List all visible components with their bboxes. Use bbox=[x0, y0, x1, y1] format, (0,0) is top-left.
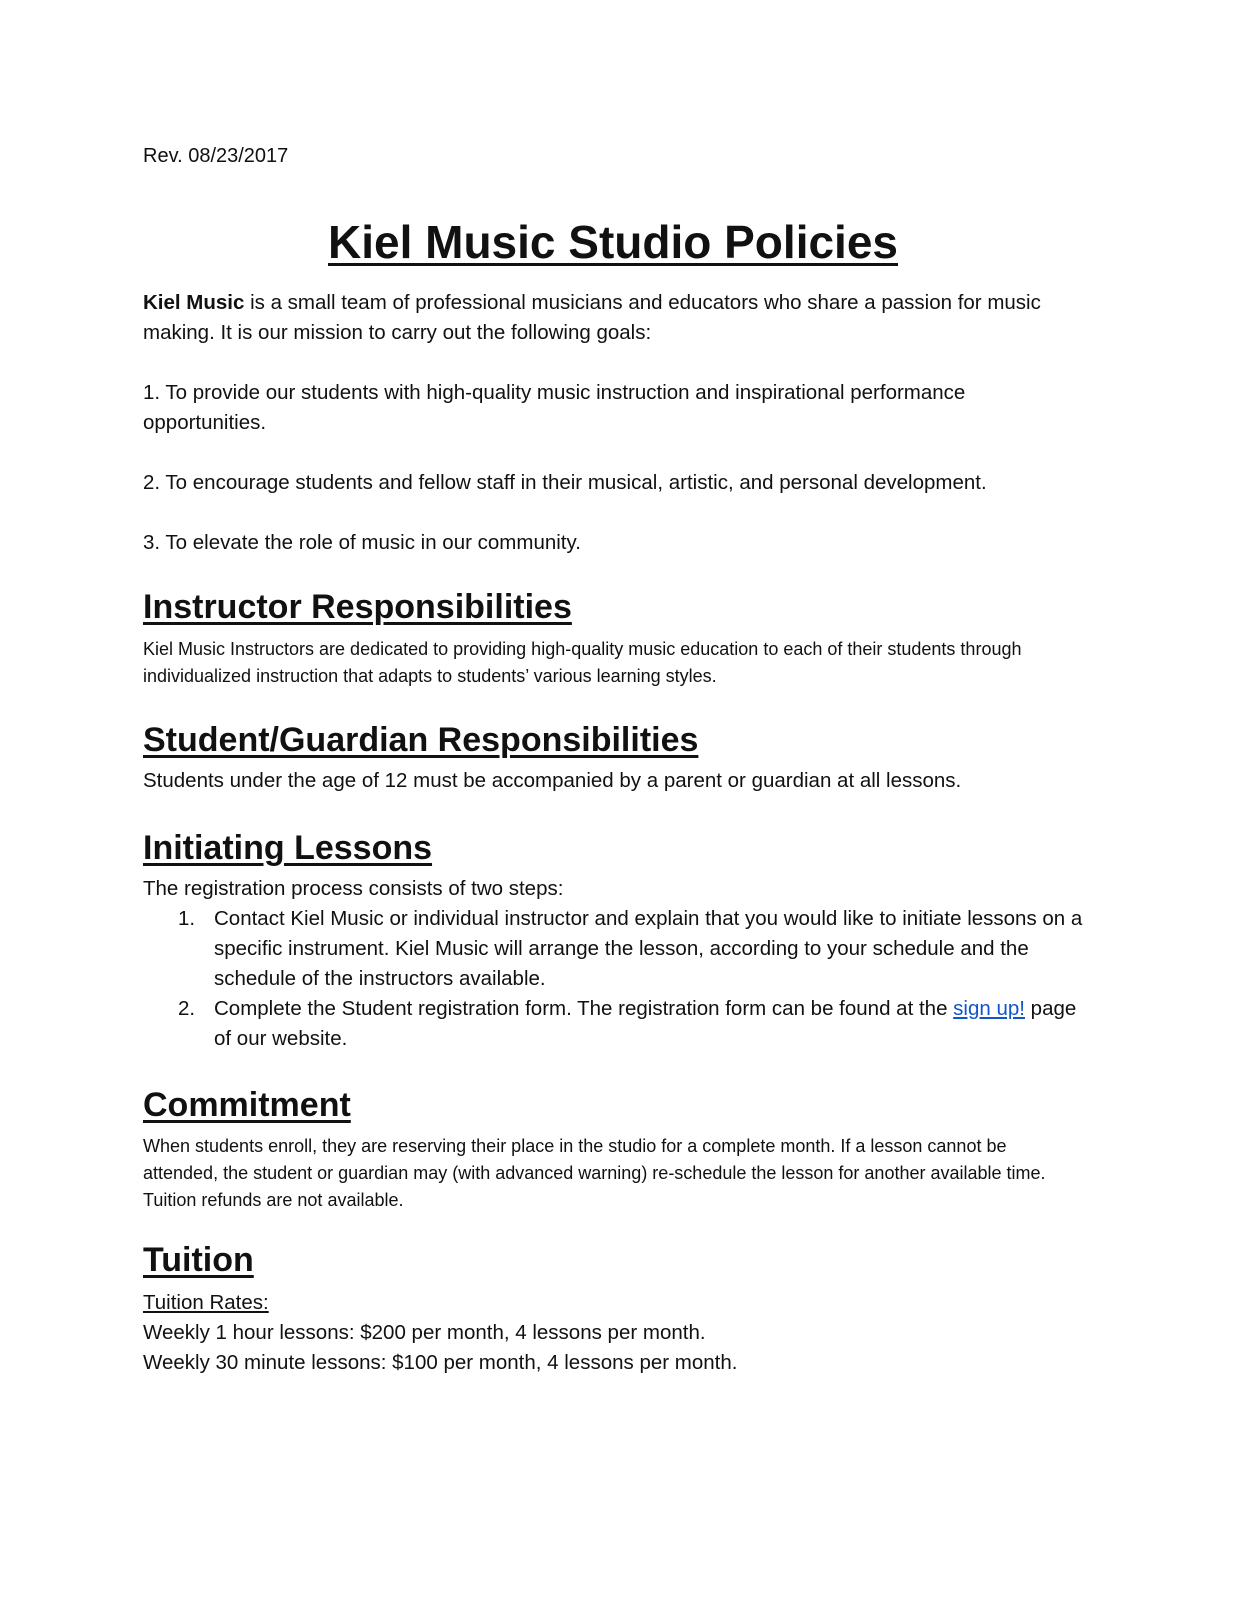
sign-up-link[interactable]: sign up! bbox=[953, 997, 1025, 1020]
list-item bbox=[143, 904, 1083, 994]
page-title: Kiel Music Studio Policies bbox=[327, 216, 898, 268]
tuition-heading: Tuition bbox=[143, 1241, 254, 1279]
intro-text: is a small team of professional musicians and educators who share a passion for music making. It is our mission to carry out the following goals: bbox=[143, 291, 1041, 344]
step-number: 1. bbox=[178, 907, 196, 930]
step-text-after: page of our website. bbox=[214, 997, 1077, 1050]
instructor-heading: Instructor Responsibilities bbox=[143, 588, 572, 626]
tuition-block bbox=[143, 1288, 1083, 1378]
intro-block bbox=[143, 288, 1083, 558]
intro-bold-lead: Kiel Music bbox=[143, 291, 245, 314]
goal-item: 3. To elevate the role of music in our community. bbox=[143, 531, 581, 554]
tuition-rates-label: Tuition Rates: bbox=[143, 1291, 269, 1314]
step-text-before: Complete the Student registration form. The registration form can be found at the bbox=[214, 997, 954, 1020]
initiating-heading: Initiating Lessons bbox=[143, 829, 433, 867]
revision-date: Rev. 08/23/2017 bbox=[143, 145, 289, 167]
initiating-block bbox=[143, 874, 1083, 1054]
step-number: 2. bbox=[178, 997, 196, 1020]
list-item bbox=[143, 994, 1083, 1054]
commitment-body: When students enroll, they are reserving their place in the studio for a complete month. If a lesson cannot be attended, the student or guardian may (with advanced warning) re-schedule the lesson for another available time. Tuition refunds are not available. bbox=[143, 1136, 1046, 1210]
commitment-heading: Commitment bbox=[143, 1086, 351, 1124]
registration-steps bbox=[143, 904, 1083, 1054]
instructor-body: Kiel Music Instructors are dedicated to providing high-quality music education to each of their students through individualized instruction that adapts to students’ various learning styles. bbox=[143, 639, 1022, 686]
intro-paragraph bbox=[143, 288, 1083, 348]
tuition-rate-item: Weekly 30 minute lessons: $100 per month, 4 lessons per month. bbox=[143, 1351, 738, 1374]
tuition-rate-item: Weekly 1 hour lessons: $200 per month, 4 lessons per month. bbox=[143, 1321, 706, 1344]
goal-item: 1. To provide our students with high-quality music instruction and inspirational performance opportunities. bbox=[143, 381, 966, 434]
goal-item: 2. To encourage students and fellow staff in their musical, artistic, and personal development. bbox=[143, 471, 987, 494]
step-text: Contact Kiel Music or individual instructor and explain that you would like to initiate lessons on a specific instrument. Kiel Music will arrange the lesson, according to your schedule and the schedule of the instructors available. bbox=[214, 907, 1083, 990]
student-heading: Student/Guardian Responsibilities bbox=[143, 721, 699, 759]
student-body: Students under the age of 12 must be accompanied by a parent or guardian at all lessons. bbox=[143, 769, 962, 792]
initiating-lead: The registration process consists of two steps: bbox=[143, 877, 564, 900]
